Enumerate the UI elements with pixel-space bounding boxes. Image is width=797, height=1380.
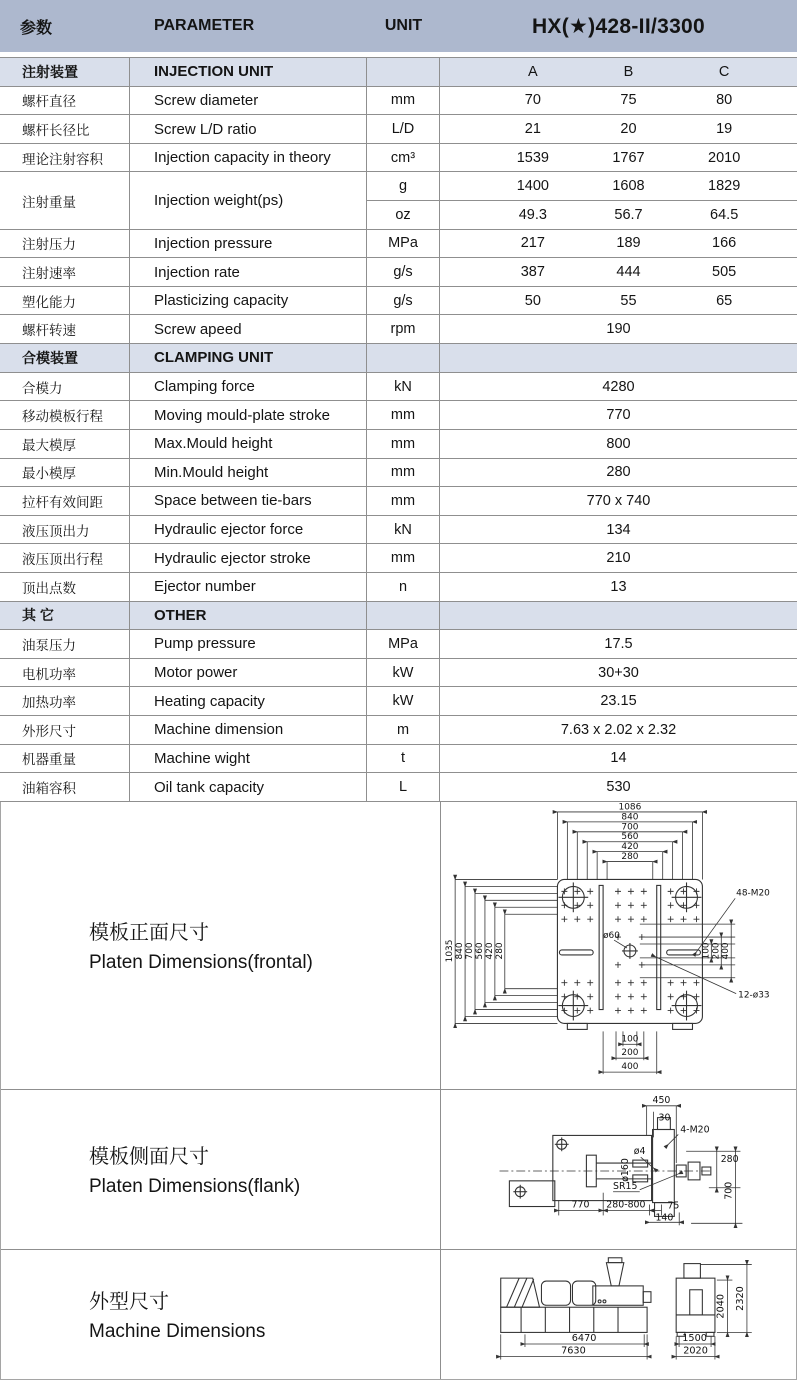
- param-en-cell: Screw L/D ratio: [130, 115, 367, 143]
- caption-frontal: [1, 802, 441, 1089]
- dim-label: 6470: [571, 1333, 597, 1345]
- value-cells: [440, 230, 797, 258]
- spec-row: [0, 544, 797, 573]
- caption-machine: [1, 1250, 441, 1379]
- spec-row: [0, 401, 797, 430]
- figure-machine: [441, 1250, 796, 1379]
- figure-frontal: [441, 802, 796, 1089]
- param-en-cell: Machine wight: [130, 745, 367, 773]
- dim-label: 450: [652, 1095, 671, 1107]
- value-cell: 444: [616, 264, 641, 281]
- unit-cell: t: [367, 745, 440, 773]
- value-cell: 189: [616, 235, 641, 252]
- spec-row: [0, 315, 797, 344]
- value-cell: 1539: [516, 149, 549, 166]
- unit-cell: kN: [367, 373, 440, 401]
- dim-label: 200: [711, 942, 722, 960]
- param-cn-cell: 最小模厚: [0, 459, 130, 487]
- value-merged-cell: 14: [610, 750, 627, 767]
- dim-label: 840: [621, 812, 639, 823]
- spec-row: [0, 573, 797, 602]
- param-en-cell: Moving mould-plate stroke: [130, 401, 367, 429]
- value-cell: 65: [716, 292, 733, 309]
- dim-label: 30: [658, 1112, 671, 1124]
- dim-label: 75: [667, 1200, 680, 1212]
- diagram-section: [0, 802, 797, 1380]
- machine-dim-lines: [501, 1265, 752, 1360]
- spec-row: [0, 373, 797, 402]
- unit-cell: mm: [367, 87, 440, 115]
- dim-label: 560: [621, 832, 639, 843]
- value-cells: [440, 344, 797, 372]
- value-merged-cell: 134: [606, 521, 631, 538]
- spec-row: [0, 87, 797, 116]
- caption-flank: [1, 1090, 441, 1249]
- machine-dim-labels: [561, 1287, 746, 1358]
- dim-label: 1035: [445, 939, 456, 963]
- value-merged-cell: 23.15: [600, 693, 637, 710]
- value-cell: 20: [620, 121, 637, 138]
- value-merged-cell: 30+30: [598, 664, 639, 681]
- value-cell: 387: [520, 264, 545, 281]
- dim-label: 420: [484, 942, 495, 960]
- spec-row: [0, 287, 797, 316]
- param-cn-cell: 外形尺寸: [0, 716, 130, 744]
- caption-flank-cn: 模板侧面尺寸: [89, 1146, 209, 1169]
- param-cn-cell: 拉杆有效间距: [0, 487, 130, 515]
- value-merged-cell: 7.63 x 2.02 x 2.32: [560, 721, 677, 738]
- unit-cell: mm: [367, 487, 440, 515]
- value-cell: 56.7: [614, 206, 643, 223]
- value-cells: [440, 258, 797, 286]
- value-cell: 64.5: [710, 206, 739, 223]
- param-en-cell: Machine dimension: [130, 716, 367, 744]
- holes-spec-label: 12-ø33: [738, 990, 770, 1001]
- param-en-cell: Min.Mould height: [130, 459, 367, 487]
- unit-cell: L/D: [367, 115, 440, 143]
- unit-cell: mm: [367, 401, 440, 429]
- unit-cell: g/s: [367, 258, 440, 286]
- value-cell: 2010: [708, 149, 741, 166]
- param-cn-cell: 机器重量: [0, 745, 130, 773]
- dim-label: 700: [723, 1182, 735, 1201]
- unit-cell: mm: [367, 544, 440, 572]
- param-cn-cell: 螺杆直径: [0, 87, 130, 115]
- table-header: [0, 0, 797, 52]
- param-cn-cell: 理论注射容积: [0, 144, 130, 172]
- dim-label: 2040: [715, 1294, 727, 1319]
- nozzle-label: ø4: [633, 1146, 646, 1158]
- value-merged-cell: 530: [606, 779, 631, 796]
- value-merged-cell: 17.5: [604, 635, 633, 652]
- dim-label: 700: [465, 942, 476, 960]
- caption-machine-en: Machine Dimensions: [89, 1321, 266, 1343]
- param-cn-cell: 螺杆转速: [0, 315, 130, 343]
- value-merged-cell: 4280: [602, 378, 635, 395]
- machine-end-view: [676, 1264, 715, 1337]
- param-en-cell: Motor power: [130, 659, 367, 687]
- unit-cell: kW: [367, 659, 440, 687]
- dim-label: 280: [720, 1154, 739, 1166]
- value-cell: B: [623, 63, 634, 80]
- dim-label: 140: [655, 1212, 674, 1224]
- param-cn-cell: 电机功率: [0, 659, 130, 687]
- bolt-spec-label: 4-M20: [680, 1124, 710, 1136]
- dim-label: 400: [721, 942, 732, 960]
- dim-label: 840: [455, 942, 466, 960]
- param-cn-cell: 液压顶出力: [0, 516, 130, 544]
- diagram-row-machine: [1, 1250, 796, 1379]
- dim-label: 1500: [682, 1333, 707, 1345]
- diagram-row-flank: [1, 1090, 796, 1250]
- param-en-cell: Max.Mould height: [130, 430, 367, 458]
- value-cell: 80: [716, 92, 733, 109]
- dim-label: 100: [701, 942, 712, 960]
- param-cn-cell: 其 它: [0, 602, 130, 630]
- value-cells: [440, 144, 797, 172]
- value-cells: [440, 115, 797, 143]
- spec-row: [0, 487, 797, 516]
- param-en-cell: Plasticizing capacity: [130, 287, 367, 315]
- param-en-cell: Clamping force: [130, 373, 367, 401]
- param-en-cell: Injection rate: [130, 258, 367, 286]
- value-cell: 1767: [612, 149, 645, 166]
- value-cells: [440, 87, 797, 115]
- unit-cell: L: [367, 773, 440, 801]
- caption-frontal-cn: 模板正面尺寸: [89, 922, 209, 945]
- header-param-en: PARAMETER: [154, 17, 255, 34]
- unit-cell: m: [367, 716, 440, 744]
- unit-cell: [367, 344, 440, 372]
- spec-row: [0, 459, 797, 488]
- param-cn-cell: 注射速率: [0, 258, 130, 286]
- value-merged-cell: 770: [606, 407, 631, 424]
- param-cn-cell: 注射压力: [0, 230, 130, 258]
- flank-platen-diagram: [441, 1090, 796, 1248]
- value-cell: 21: [524, 121, 541, 138]
- param-cn-cell: 注射重量: [0, 172, 130, 228]
- value-cell: 1829: [708, 178, 741, 195]
- spec-row: [0, 144, 797, 173]
- dim-label: 280: [494, 942, 505, 960]
- value-merged-cell: 190: [606, 321, 631, 338]
- dim-label: 7630: [561, 1346, 586, 1358]
- unit-cell: MPa: [367, 230, 440, 258]
- param-en-cell: Pump pressure: [130, 630, 367, 658]
- unit-cell: cm³: [367, 144, 440, 172]
- spec-table-body: [0, 57, 797, 802]
- value-cell: 166: [712, 235, 737, 252]
- param-en-cell: Screw apeed: [130, 315, 367, 343]
- param-en-cell: Space between tie-bars: [130, 487, 367, 515]
- param-cn-cell: 螺杆长径比: [0, 115, 130, 143]
- frontal-platen-diagram: [441, 802, 796, 1088]
- spec-row: [0, 716, 797, 745]
- param-cells: [0, 172, 367, 228]
- sub-row: [367, 200, 797, 229]
- param-cn-cell: 合模力: [0, 373, 130, 401]
- param-en-cell: INJECTION UNIT: [130, 58, 367, 86]
- header-param-cn: 参数: [20, 19, 53, 37]
- value-cell: 75: [620, 92, 637, 109]
- spec-row: [0, 344, 797, 373]
- param-cn-cell: 油泵压力: [0, 630, 130, 658]
- dim-label: 420: [621, 842, 639, 853]
- figure-flank: [441, 1090, 796, 1249]
- spec-row: [0, 602, 797, 631]
- unit-cell: MPa: [367, 630, 440, 658]
- param-en-cell: Ejector number: [130, 573, 367, 601]
- unit-cell: [367, 58, 440, 86]
- param-en-cell: CLAMPING UNIT: [130, 344, 367, 372]
- value-cell: 1400: [516, 178, 549, 195]
- value-merged-cell: 13: [610, 578, 627, 595]
- spec-row: [0, 430, 797, 459]
- unit-cell: g/s: [367, 287, 440, 315]
- value-merged-cell: 770 x 740: [586, 492, 651, 509]
- param-cn-cell: 注射装置: [0, 58, 130, 86]
- spec-row: [0, 630, 797, 659]
- param-en-cell: Injection capacity in theory: [130, 144, 367, 172]
- value-cells: [440, 172, 797, 200]
- caption-flank-en: Platen Dimensions(flank): [89, 1176, 301, 1198]
- param-en-cell: Heating capacity: [130, 687, 367, 715]
- dim-label: 280-800: [606, 1199, 646, 1211]
- value-merged-cell: 800: [606, 435, 631, 452]
- dim-label: 2320: [735, 1286, 747, 1312]
- spec-row: [0, 773, 797, 802]
- machine-side-view: [501, 1258, 651, 1333]
- value-merged-cell: 280: [606, 464, 631, 481]
- param-cn-cell: 合模装置: [0, 344, 130, 372]
- spec-row: [0, 115, 797, 144]
- unit-cell: [367, 602, 440, 630]
- unit-cell: n: [367, 573, 440, 601]
- dim-label: 700: [621, 822, 639, 833]
- param-cn-cell: 顶出点数: [0, 573, 130, 601]
- value-cells: [440, 201, 797, 229]
- machine-dimensions-diagram: [441, 1251, 796, 1377]
- value-cell: 55: [620, 292, 637, 309]
- param-cn-cell: 油箱容积: [0, 773, 130, 801]
- param-en-cell: Screw diameter: [130, 87, 367, 115]
- spec-row: [0, 659, 797, 688]
- param-cn-cell: 塑化能力: [0, 287, 130, 315]
- sr-label: SR15: [613, 1181, 638, 1193]
- value-cell: 217: [520, 235, 545, 252]
- bolt-spec-label: 48-M20: [736, 888, 770, 899]
- header-model-title: HX(★)428-II/3300: [531, 14, 706, 38]
- sub-row: [367, 172, 797, 200]
- spec-row: [0, 58, 797, 87]
- spec-row: [0, 687, 797, 716]
- unit-cell: oz: [367, 201, 440, 229]
- diagram-row-frontal: [1, 802, 796, 1090]
- value-cell: A: [527, 63, 538, 80]
- value-cell: 19: [716, 121, 733, 138]
- value-cell: 505: [712, 264, 737, 281]
- param-cn-cell: 最大模厚: [0, 430, 130, 458]
- value-merged-cell: 210: [606, 550, 631, 567]
- value-cell: 49.3: [518, 206, 547, 223]
- value-cells: [440, 58, 797, 86]
- value-cell: 70: [524, 92, 541, 109]
- dim-label: 2020: [683, 1346, 708, 1358]
- unit-cell: kW: [367, 687, 440, 715]
- dim-label: 770: [571, 1199, 590, 1211]
- sub-rows: [367, 172, 797, 228]
- dim-label: 560: [474, 942, 485, 960]
- param-cn-cell: 液压顶出行程: [0, 544, 130, 572]
- dim-label: 400: [621, 1062, 639, 1073]
- unit-cell: kN: [367, 516, 440, 544]
- value-cells: [440, 602, 797, 630]
- spec-row: [0, 258, 797, 287]
- spec-row: [0, 230, 797, 259]
- unit-cell: mm: [367, 459, 440, 487]
- header-unit: UNIT: [384, 17, 423, 34]
- param-en-cell: Hydraulic ejector force: [130, 516, 367, 544]
- value-cell: 50: [524, 292, 541, 309]
- center-hole-label: ø60: [603, 931, 620, 942]
- value-cell: 1608: [612, 178, 645, 195]
- spec-row: [0, 516, 797, 545]
- dim-label: 200: [621, 1048, 639, 1059]
- spec-row: [0, 745, 797, 774]
- unit-cell: rpm: [367, 315, 440, 343]
- unit-cell: mm: [367, 430, 440, 458]
- dim-label: 1086: [618, 802, 642, 813]
- ring-label: ø160: [619, 1158, 631, 1183]
- param-en-cell: OTHER: [130, 602, 367, 630]
- value-cell: C: [718, 63, 730, 80]
- value-cells: [440, 287, 797, 315]
- param-en-cell: Oil tank capacity: [130, 773, 367, 801]
- param-en-cell: Injection weight(ps): [130, 172, 367, 228]
- dim-label: 280: [621, 852, 639, 863]
- param-en-cell: Hydraulic ejector stroke: [130, 544, 367, 572]
- param-en-cell: Injection pressure: [130, 230, 367, 258]
- platen-outline: [557, 880, 702, 1030]
- spec-row: [0, 172, 797, 229]
- unit-cell: g: [367, 172, 440, 200]
- caption-frontal-en: Platen Dimensions(frontal): [89, 952, 313, 974]
- caption-machine-cn: 外型尺寸: [89, 1291, 169, 1314]
- param-cn-cell: 移动模板行程: [0, 401, 130, 429]
- param-cn-cell: 加热功率: [0, 687, 130, 715]
- dim-label: 100: [621, 1034, 639, 1045]
